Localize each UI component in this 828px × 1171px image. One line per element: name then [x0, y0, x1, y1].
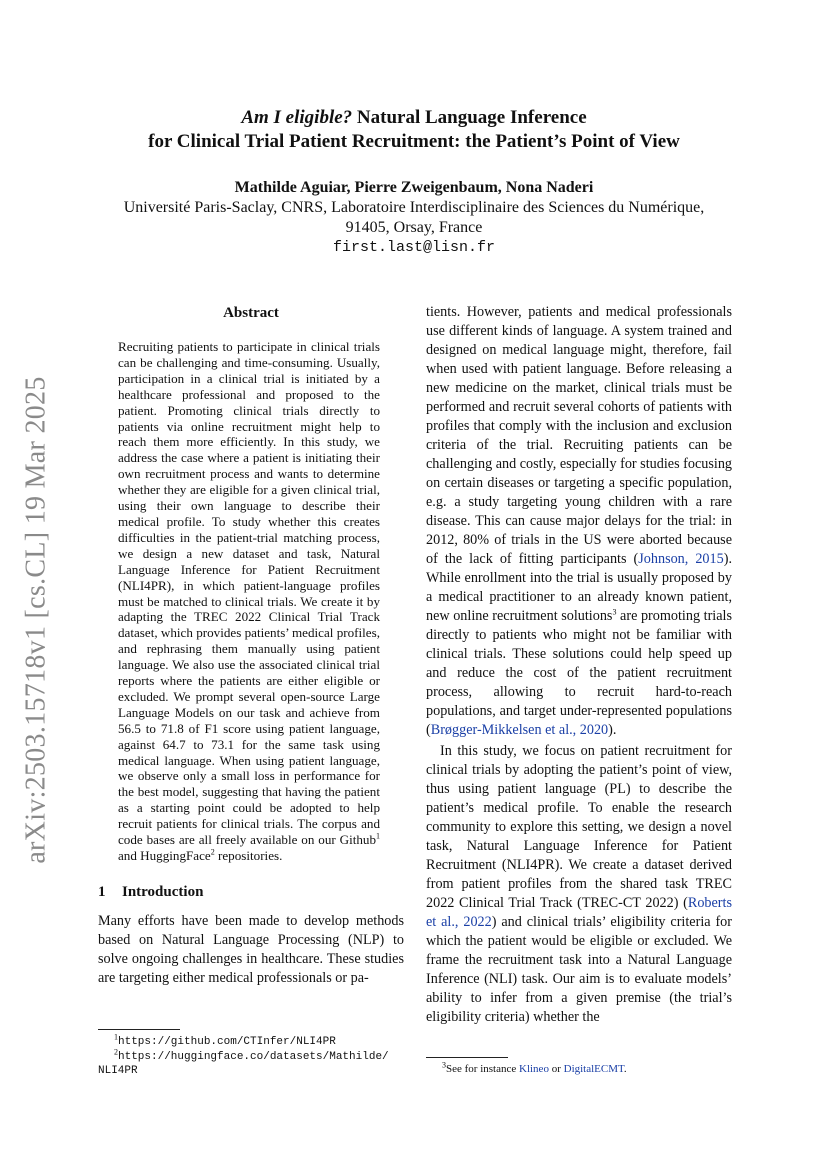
abstract-text: Recruiting patients to participate in clinical trials can be challenging and time-consuming. Usually, participation in a clinical trial is initiated by a healthcare professional and proposed to the patient. Promoting clinical trials directly to patients via online recruitment might help to reach them more efficiently. In this study, we address the case where a patient is initiating their own recruitment process and wants to determine whether they are eligible for a given clinical trial, using their own language to describe their medical profile. To study whether this creates difficulties in the patient-trial matching process, we design a new dataset and task, Natural Language Inference for Patient Recruitment (NLI4PR), in which patient-language profiles must be matched to clinical trials. We create it by adapting the TREC 2022 Clinical Trial Track dataset, which provides patients’ medical profiles, and rephrasing them manually using patient language. We also use the associated clinical trial reports where the patients are either eligible or excluded. We prompt several open-source Large Language Models on our task and achieve from 56.5 to 71.8 of F1 score using patient language, against 64.7 to 73.1 for the same task using medical language. When using patient language, we observe only a small loss in performance for the best model, suggesting that having the patient as a starting point could be adopted to help recruit patients for clinical trials. The corpus and code bases are all freely available on our: [118, 339, 380, 848]
citation-johnson-2015[interactable]: Johnson, 2015: [638, 551, 724, 567]
right-column: [426, 303, 732, 1027]
paper-title: [98, 106, 730, 154]
footnote-1-url[interactable]: https://github.com/CTInfer/NLI4PR: [118, 1036, 336, 1048]
intro-p1-text-d: ).: [608, 722, 617, 738]
section-title: Introduction: [122, 883, 204, 900]
abstract-heading: Abstract: [223, 305, 279, 321]
section-heading-introduction: [98, 882, 404, 902]
author-block: [98, 178, 730, 258]
citation-brogger-mikkelsen-2020[interactable]: Brøgger-Mikkelsen et al., 2020: [430, 722, 609, 738]
citation-roberts-2022[interactable]: Roberts et al., 2022: [426, 895, 732, 930]
arxiv-id-text: arXiv:2503.15718v1 [cs.CL] 19 Mar 2025: [21, 376, 52, 864]
footnote-2-url[interactable]: https://huggingface.co/datasets/Mathilde/: [118, 1051, 389, 1063]
arxiv-identifier-stamp: [12, 360, 62, 880]
title-line1-rest: Natural Language Inference: [352, 107, 587, 128]
footnote-3-or: or: [548, 1063, 564, 1075]
digitalecmt-link[interactable]: DigitalECMT: [563, 1063, 624, 1075]
footnotes-left: [98, 1029, 404, 1078]
abstract-github-text: Github: [339, 832, 376, 848]
title-italic: Am I eligible?: [241, 107, 353, 128]
intro-p2-text-a: In this study, we focus on patient recruitment for clinical trials by adopting the patient’s point of view, thus using patient language (PL) to describe the patient’s medical profile. To enable the research community to explore this setting, we design a novel task, Natural Language Inference for Patient Recruitment (NLI4PR). We create a dataset derived from patient profiles from the shared task TREC 2022 Clinical Trial Track (TREC-CT 2022) (: [426, 743, 732, 911]
footnote-2-url-cont[interactable]: NLI4PR: [98, 1065, 138, 1077]
author-names: Mathilde Aguiar, Pierre Zweigenbaum, Nona Naderi: [234, 179, 594, 196]
footnote-3-text: See for instance: [446, 1063, 519, 1075]
footnote-3-mark: 3: [442, 1060, 446, 1070]
abstract-text-and: and HuggingFace: [118, 848, 211, 863]
footnote-2: [98, 1049, 404, 1064]
footnotes-right: [426, 1057, 732, 1076]
footnote-marker-2: 2: [210, 847, 215, 857]
abstract-body: [118, 339, 380, 864]
intro-paragraph-2: [426, 742, 732, 1027]
abstract-text-end: repositories.: [214, 848, 283, 863]
footnote-3-end: .: [623, 1063, 627, 1075]
affiliation-line-1: Université Paris-Saclay, CNRS, Laboratoire Interdisciplinaire des Sciences du Numérique,: [123, 199, 705, 216]
footnote-marker-1: 1: [376, 831, 380, 841]
author-email: first.last@lisn.fr: [332, 239, 496, 256]
footnote-1: [98, 1034, 404, 1049]
title-line-2: for Clinical Trial Patient Recruitment: the Patient’s Point of View: [148, 131, 680, 152]
intro-p1-text-b: ). While enrollment into the trial is usually proposed by a medical practitioner to an already known patient, new online recruitment solutions: [426, 551, 732, 624]
title-line-1: [98, 106, 730, 130]
affiliation-line-2: 91405, Orsay, France: [345, 219, 483, 236]
section-number: 1: [98, 883, 106, 900]
footnote-marker-3: 3: [612, 607, 617, 617]
footnote-2-mark: 2: [114, 1047, 118, 1057]
intro-p2-text-b: ) and clinical trials’ eligibility criteria for which the patient would be eligible or excluded. We frame the recruitment task into a Natural Language Inference (NLI) task. Our aim is to evaluate models’ ability to infer from a given premise (the trial’s eligibility criteria) whether the: [426, 914, 732, 1025]
footnote-3: [426, 1062, 732, 1076]
left-column: [98, 303, 404, 988]
intro-paragraph-1: [426, 303, 732, 740]
intro-paragraph-left: Many efforts have been made to develop methods based on Natural Language Processing (NLP) to solve ongoing challenges in healthcare. These studies are targeting either medical professionals or pa-: [98, 912, 404, 986]
klineo-link[interactable]: Klineo: [519, 1063, 549, 1075]
intro-p1-text-c: are promoting trials directly to patients who might not be familiar with clinical trials. These solutions could help speed up and reduce the cost of the patient recruitment process, allowing to recruit hard-to-reach populations, and target under-represented populations (: [426, 608, 732, 738]
footnote-rule: [98, 1029, 180, 1030]
footnote-1-mark: 1: [114, 1032, 118, 1042]
footnote-rule-right: [426, 1057, 508, 1058]
intro-p1-text-a: tients. However, patients and medical professionals use different kinds of language. A system trained and designed on medical language might, therefore, fail when used with patient language. Before releasing a new medicine on the market, clinical trials must be performed and recruit several cohorts of patients with profiles that comply with the inclusion and exclusion criteria of the trial. Recruiting patients can be challenging and costly, especially for studies focusing on certain diseases or targeting a specific population, e.g. a study targeting young children with a rare disease. This can cause major delays for the trial: in 2012, 80% of trials in the US were aborted because of the lack of fitting participants (: [426, 304, 733, 567]
